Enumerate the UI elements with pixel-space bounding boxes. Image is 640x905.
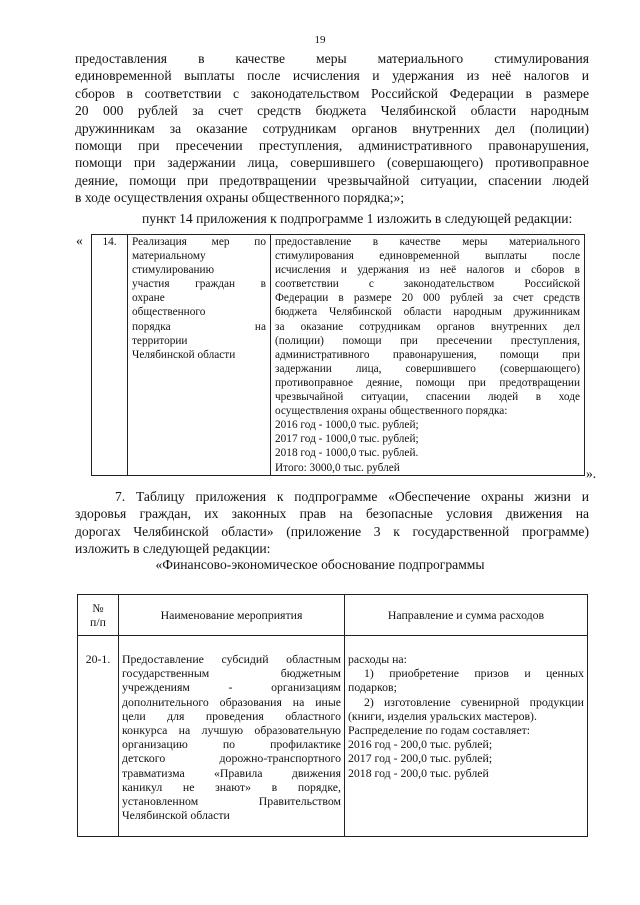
item-number: 14. [92, 235, 128, 476]
row-number: 20-1. [78, 636, 119, 837]
cell-line: стимулированию [132, 264, 215, 277]
cell-line: Итого: 3000,0 тыс. рублей [275, 461, 400, 474]
cell-line: подарков; [348, 680, 397, 695]
cell-line: учреждениям - организациям [122, 680, 341, 695]
measure-text-cell [271, 235, 585, 476]
cell-line: стимулирования единовременной выплаты после [275, 250, 580, 263]
text-line: дружинникам за оказание сотрудникам органов внутренних дел (полиции) [75, 120, 589, 136]
text-line: 20 000 рублей за счет средств бюджета Челябинской области народным [75, 103, 589, 119]
cell-line: исчисления и удержания из неё налогов и сборов в [275, 264, 580, 277]
cell-line: расходы на: [348, 652, 407, 666]
page-number: 19 [314, 34, 326, 46]
row-direction-cell [345, 636, 588, 837]
text-line: помощи при пресечении преступления, административного правонарушения, [75, 138, 589, 154]
cell-line: противоправное деяние, помощи при предотвращении [275, 376, 580, 389]
cell-line: организацию по профилактике [122, 737, 341, 752]
cell-line: дополнительного образования на иные [122, 694, 341, 709]
text-line: единовременной выплаты после исчисления и удержания из неё налогов и [75, 68, 589, 84]
financial-table [77, 594, 588, 837]
cell-line: задержании лица, совершившего (совершающего) [275, 362, 580, 375]
table-header-row [78, 595, 588, 636]
header-direction: Направление и сумма расходов [345, 595, 588, 636]
cell-line: общественного [132, 306, 206, 319]
cell-line: установленном Правительством [122, 794, 341, 809]
cell-line: 2018 год - 200,0 тыс. рублей [348, 765, 489, 780]
cell-line: (книги, изделия уральских мастеров). [348, 708, 537, 723]
cell-line: Челябинской области [122, 808, 230, 823]
text-line: здоровья граждан, их законных прав на безопасные условия движения на [75, 506, 589, 522]
header-name: Наименование мероприятия [119, 595, 345, 636]
cell-line: материальному [132, 250, 206, 263]
cell-line: Челябинской области [132, 348, 236, 361]
cell-line: государственным бюджетным [122, 666, 341, 681]
text-line: 7. Таблицу приложения к подпрограмме «Обеспечение охраны жизни и [115, 489, 589, 504]
text-line: дорогах Челябинской области» (приложение 3 к государственной программе) [75, 523, 589, 539]
cell-line: территории [132, 334, 188, 347]
cell-line: административного правонарушения, помощи при [275, 348, 580, 361]
closing-quote: ». [586, 466, 597, 481]
text-line: деяние, помощи при предотвращении чрезвычайной ситуации, спасении людей [75, 172, 589, 188]
header-number [78, 595, 119, 636]
cell-line: участия граждан в [132, 278, 266, 291]
cell-line: (полиции) помощи при пресечении преступления, [275, 334, 580, 347]
cell-line: бюджета Челябинской области народным дружинникам [275, 306, 580, 319]
cell-line: 2016 год - 200,0 тыс. рублей; [348, 737, 493, 752]
cell-line: Распределение по годам составляет: [348, 723, 531, 738]
section-subtitle: «Финансово-экономическое обоснование подпрограммы [155, 557, 485, 572]
cell-line: за оказание сотрудникам органов внутренних дел [275, 320, 580, 333]
paragraph-7 [75, 488, 589, 558]
cell-line: 1) приобретение призов и ценных [364, 666, 584, 681]
cell-line: каникул не знают» в порядке, [122, 779, 341, 794]
cell-line: Реализация мер по [132, 236, 266, 248]
amendment-table [91, 234, 585, 476]
cell-line: детского дорожно-транспортного [122, 751, 341, 766]
cell-line: 2) изготовление сувенирной продукции [364, 694, 584, 709]
opening-quote: « [76, 233, 83, 248]
text-line: помощи при задержании лица, совершившего (совершающего) противоправное [75, 155, 589, 171]
row-name-cell [119, 636, 345, 837]
cell-line: 2018 год - 1000,0 тыс. рублей. [275, 447, 419, 460]
text-line: предоставления в качестве меры материального стимулирования [75, 51, 589, 66]
cell-line: 2017 год - 200,0 тыс. рублей; [348, 751, 493, 766]
intro-line: пункт 14 приложения к подпрограмме 1 изложить в следующей редакции: [142, 211, 573, 226]
cell-line: чрезвычайной ситуации, спасении людей в ходе [275, 391, 580, 404]
cell-line: Федерации в размере 20 000 рублей за счет средств [275, 292, 580, 305]
cell-line: Предоставление субсидий областным [122, 652, 341, 666]
cell-line: 2017 год - 1000,0 тыс. рублей; [275, 433, 419, 446]
cell-line: предоставление в качестве меры материального [275, 236, 580, 248]
cell-line: осуществления охраны общественного порядка: [275, 405, 508, 418]
cell-line: охране [132, 292, 165, 305]
cell-line: порядка на [132, 320, 266, 333]
cell-line: 2016 год - 1000,0 тыс. рублей; [275, 419, 419, 432]
text-line: в ходе осуществления охраны общественного порядка;»; [75, 190, 405, 206]
header-line: № [92, 600, 104, 615]
cell-line: цели для проведения областного [122, 708, 341, 723]
table-row [92, 235, 585, 476]
cell-line: травматизма «Правила движения [122, 765, 341, 780]
text-line: сборов в соответствии с законодательством Российской Федерации в размере [75, 85, 589, 101]
table-row [78, 636, 588, 837]
measure-name-cell [128, 235, 271, 476]
cell-line: конкурса на лучшую образовательную [122, 723, 341, 738]
cell-line: соответствии с законодательством Российской [275, 278, 580, 291]
header-line: п/п [90, 615, 106, 629]
text-line: изложить в следующей редакции: [75, 541, 271, 557]
paragraph-continuation [75, 50, 589, 207]
